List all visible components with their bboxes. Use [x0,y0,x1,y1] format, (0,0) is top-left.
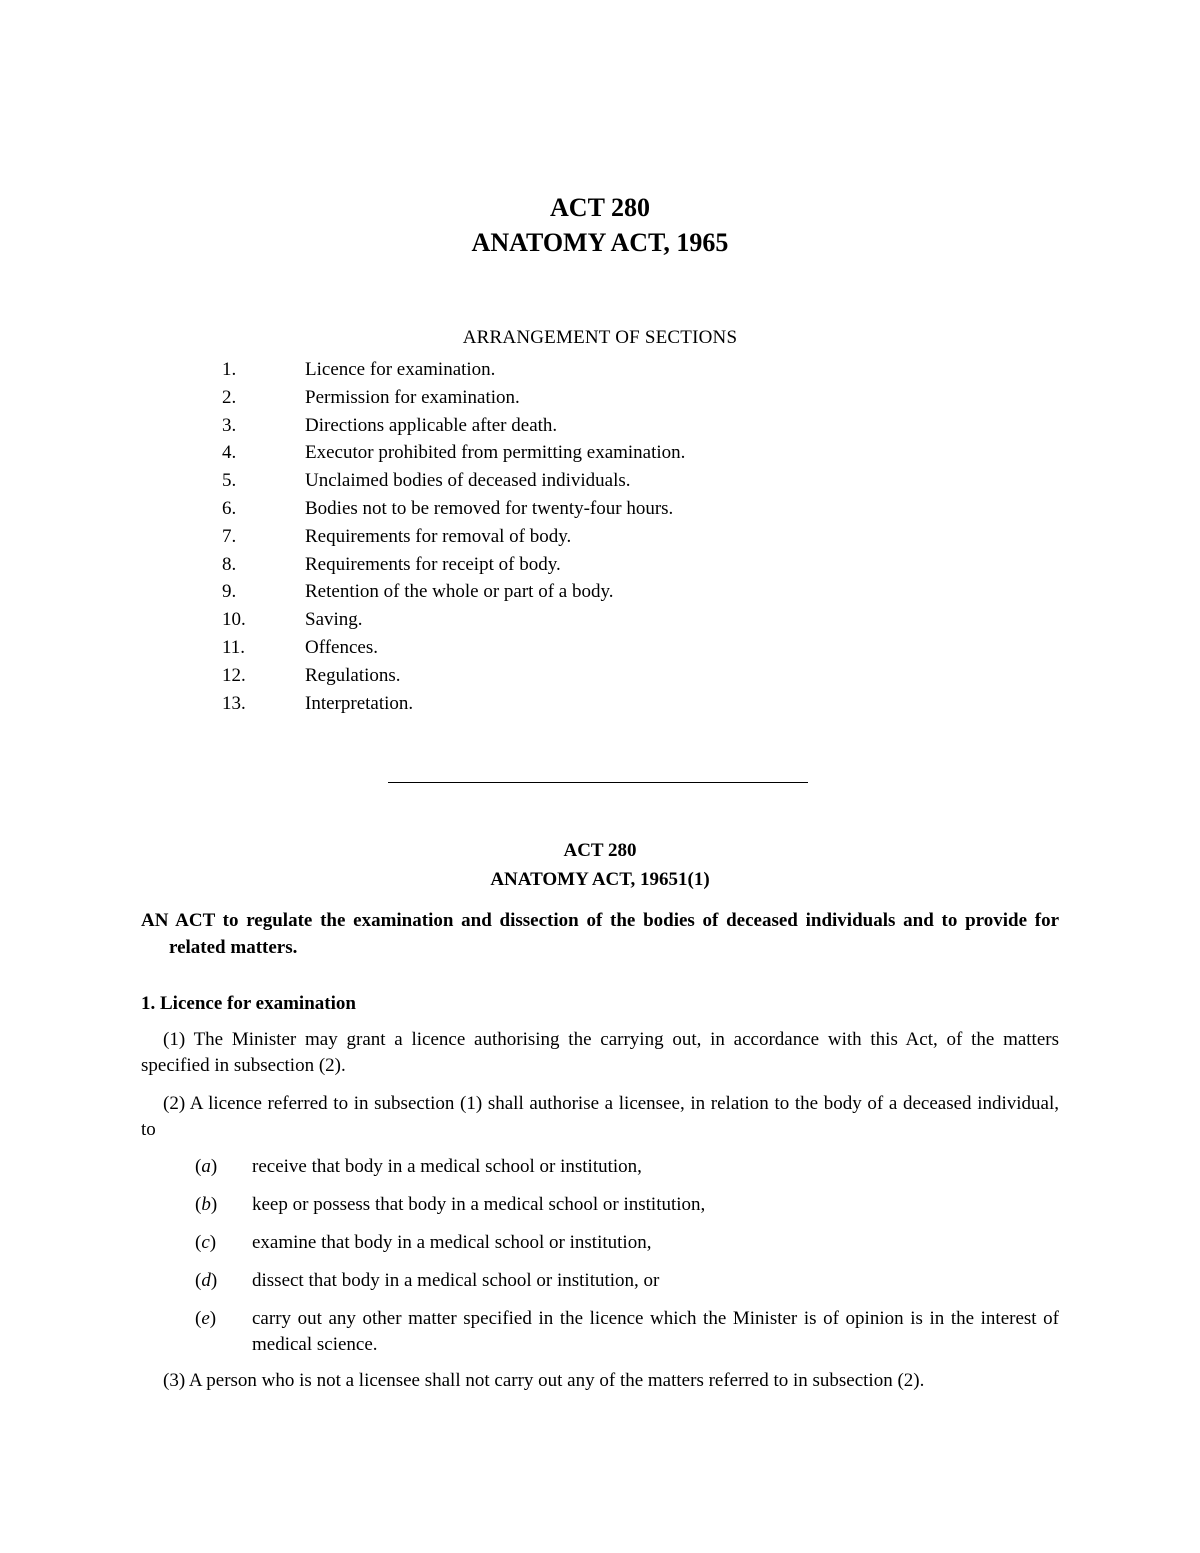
section-title: Executor prohibited from permitting examination. [305,442,686,464]
subsection-2-items [195,1154,1059,1370]
list-item [195,1192,1059,1218]
list-item [222,495,1122,523]
list-item [195,1306,1059,1358]
item-label: (a) [195,1156,218,1177]
horizontal-divider [388,782,808,783]
list-item [195,1268,1059,1294]
list-item [222,384,1122,412]
section-title: Unclaimed bodies of deceased individuals. [305,470,631,492]
list-item [222,634,1122,662]
section-number: 10. [222,609,246,631]
section-title: Bodies not to be removed for twenty-four hours. [305,497,674,519]
section-title: Licence for examination. [305,359,496,380]
list-item [222,690,1122,718]
list-item [222,467,1122,495]
section-number: 13. [222,692,246,714]
subsection-2: (2) A licence referred to in subsection (1) shall authorise a licensee, in relation to the body of a deceased individual, to [141,1093,1059,1140]
section-number: 4. [222,442,237,464]
section-number: 1. [222,359,237,380]
list-item [222,439,1122,467]
item-label: (b) [195,1194,218,1215]
item-label: (c) [195,1232,217,1253]
act-number: ACT 280 [550,193,650,222]
body-title [0,836,1200,894]
list-item [222,606,1122,634]
body-act-name: ANATOMY ACT, 19651(1) [490,869,710,890]
list-item [222,551,1122,579]
section-number: 12. [222,664,246,686]
long-title: AN ACT to regulate the examination and dissection of the bodies of deceased individuals and to provide for related matters. [141,910,1059,958]
section-title: Offences. [305,636,378,658]
section-title: Requirements for removal of body. [305,525,572,547]
section-number: 8. [222,553,237,575]
list-item [222,356,1122,384]
item-text: dissect that body in a medical school or institution, or [252,1270,660,1291]
act-name: ANATOMY ACT, 1965 [471,228,729,257]
arrangement-of-sections-list [222,356,1122,717]
list-item [222,523,1122,551]
section-number: 11. [222,636,246,658]
item-text: keep or possess that body in a medical school or institution, [252,1194,706,1215]
section-number: 2. [222,386,237,408]
list-item [222,412,1122,440]
section-number: 5. [222,470,237,492]
section-title: Retention of the whole or part of a body. [305,581,614,603]
section-heading: 1. Licence for examination [141,993,356,1014]
section-title: Interpretation. [305,692,414,714]
subsection-1: (1) The Minister may grant a licence authorising the carrying out, in accordance with this Act, of the matters specified in subsection (2). [141,1029,1059,1076]
body-act-number: ACT 280 [563,840,637,861]
document-title [0,190,1200,260]
list-item [222,578,1122,606]
section-title: Regulations. [305,664,401,686]
item-text: receive that body in a medical school or institution, [252,1156,642,1177]
list-item [195,1154,1059,1180]
section-number: 7. [222,525,237,547]
section-title: Requirements for receipt of body. [305,553,561,575]
list-item [222,662,1122,690]
section-number: 9. [222,581,237,603]
arrangement-heading: ARRANGEMENT OF SECTIONS [462,327,738,348]
item-label: (e) [195,1308,217,1329]
section-number: 3. [222,414,237,436]
section-title: Directions applicable after death. [305,414,558,436]
section-title: Saving. [305,609,363,631]
section-number: 6. [222,497,237,519]
item-label: (d) [195,1270,218,1291]
section-title: Permission for examination. [305,386,520,408]
item-text: examine that body in a medical school or institution, [252,1232,652,1253]
item-text: carry out any other matter specified in the licence which the Minister is of opinion is in the interest of medical science. [252,1308,1059,1355]
subsection-3: (3) A person who is not a licensee shall not carry out any of the matters referred to in subsection (2). [163,1370,925,1391]
list-item [195,1230,1059,1256]
